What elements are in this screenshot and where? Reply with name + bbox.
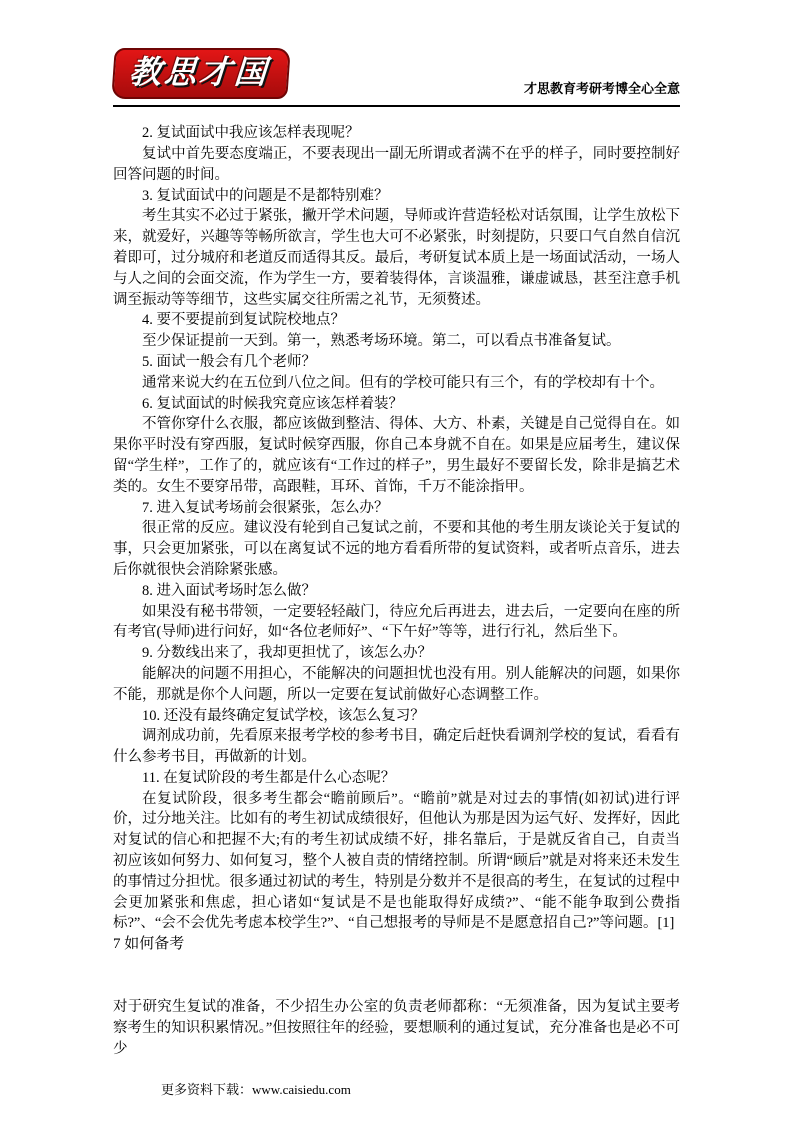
- question: 2. 复试面试中我应该怎样表现呢？: [142, 125, 360, 142]
- question: 11. 在复试阶段的考生都是什么心态呢？: [142, 769, 396, 786]
- brand-tagline: 才思教育考研考博全心全意: [523, 81, 680, 97]
- document-body: [0, 107, 793, 1059]
- answer: 调剂成功前，先看原来报考学校的参考书目，确定后赶快看调剂学校的复试，看看有什么参考书目，再做新的计划。: [113, 728, 680, 766]
- answer: 至少保证提前一天到。第一，熟悉考场环境。第二，可以看点书准备复试。: [142, 333, 621, 350]
- answer: 能解决的问题不用担心，不能解决的问题担忧也没有用。别人能解决的问题，如果你不能，那就是你个人问题，所以一定要在复试前做好心态调整工作。: [113, 665, 680, 703]
- brand-logo: 教思才国: [111, 48, 291, 99]
- question: 4. 要不要提前到复试院校地点？: [142, 312, 345, 329]
- answer: 不管你穿什么衣服，都应该做到整洁、得体、大方、朴素，关键是自己觉得自在。如果你平时没有穿西服，复试时候穿西服，你自己本身就不自在。如果是应届考生，建议保留“学生样”，工作了的，就应该有“工作过的样子”，男生最好不要留长发，除非是搞艺术类的。女生不要穿吊带，高跟鞋，耳环、首饰，千万不能涂指甲。: [113, 416, 680, 495]
- footer-download-line: [161, 1079, 680, 1098]
- page-footer: [0, 1059, 793, 1098]
- header: [0, 0, 793, 105]
- answer: 考生其实不必过于紧张，撇开学术问题，导师或许营造轻松对话氛围，让学生放松下来，就爱好，兴趣等等畅所欲言，学生也大可不必紧张，时刻提防，只要口气自然自信沉着即可，过分城府和老道反而适得其反。最后，考研复试本质上是一场面试活动，一场人与人之间的会面交流，作为学生一方，要着装得体，言谈温雅，谦虚诚恳，甚至注意手机调至振动等等细节，这些实属交往所需之礼节，无须赘述。: [113, 208, 680, 308]
- answer: 通常来说大约在五位到八位之间。但有的学校可能只有三个，有的学校却有十个。: [142, 374, 664, 391]
- question: 10. 还没有最终确定复试学校，该怎么复习？: [142, 707, 425, 724]
- answer: 复试中首先要态度端正，不要表现出一副无所谓或者满不在乎的样子，同时要控制好回答问题的时间。: [113, 145, 680, 183]
- footer-download-url: www.caisiedu.com: [252, 1082, 351, 1098]
- footer-download-label: 更多资料下载：: [161, 1082, 253, 1098]
- question: 8. 进入面试考场时怎么做？: [142, 582, 316, 599]
- body-text: 对于研究生复试的准备，不少招生办公室的负责老师都称：“无须准备，因为复试主要考察考生的知识积累情况。”但按照往年的经验，要想顺利的通过复试，充分准备也是必不可少: [113, 999, 680, 1057]
- answer: 很正常的反应。建议没有轮到自己复试之前，不要和其他的考生朋友谈论关于复试的事，只会更加紧张，可以在离复试不远的地方看看所带的复试资料，或者听点音乐，进去后你就很快会消除紧张感。: [113, 520, 680, 578]
- question: 5. 面试一般会有几个老师？: [142, 353, 316, 370]
- question: 7. 进入复试考场前会很紧张，怎么办？: [142, 499, 389, 516]
- answer: 如果没有秘书带领，一定要轻轻敲门，待应允后再进去，进去后，一定要向在座的所有考官(导师)进行问好，如“各位老师好”、“下午好”等等，进行行礼，然后坐下。: [113, 603, 680, 641]
- question: 9. 分数线出来了，我却更担忧了，该怎么办？: [142, 645, 432, 662]
- question: 3. 复试面试中的问题是不是都特别难？: [142, 187, 389, 204]
- question: 6. 复试面试的时候我究竟应该怎样着装？: [142, 395, 403, 412]
- heading: 7 如何备考: [113, 936, 185, 953]
- answer: 在复试阶段，很多考生都会“瞻前顾后”。“瞻前”就是对过去的事情(如初试)进行评价，过分地关注。比如有的考生初试成绩很好，但他认为那是因为运气好、发挥好，因此对复试的信心和把握不大;有的考生初试成绩不好，排名靠后，于是就反省自己，自责当初应该如何努力、如何复习，整个人被自责的情绪控制。所谓“顾后”就是对将来还未发生的事情过分担忧。很多通过初试的考生，特别是分数并不是很高的考生，在复试的过程中会更加紧张和焦虑，担心诸如“复试是不是也能取得好成绩?”、“能不能争取到公费指标?”、“会不会优先考虑本校学生?”、“自己想报考的导师是不是愿意招自己?”等问题。[1]: [113, 790, 680, 932]
